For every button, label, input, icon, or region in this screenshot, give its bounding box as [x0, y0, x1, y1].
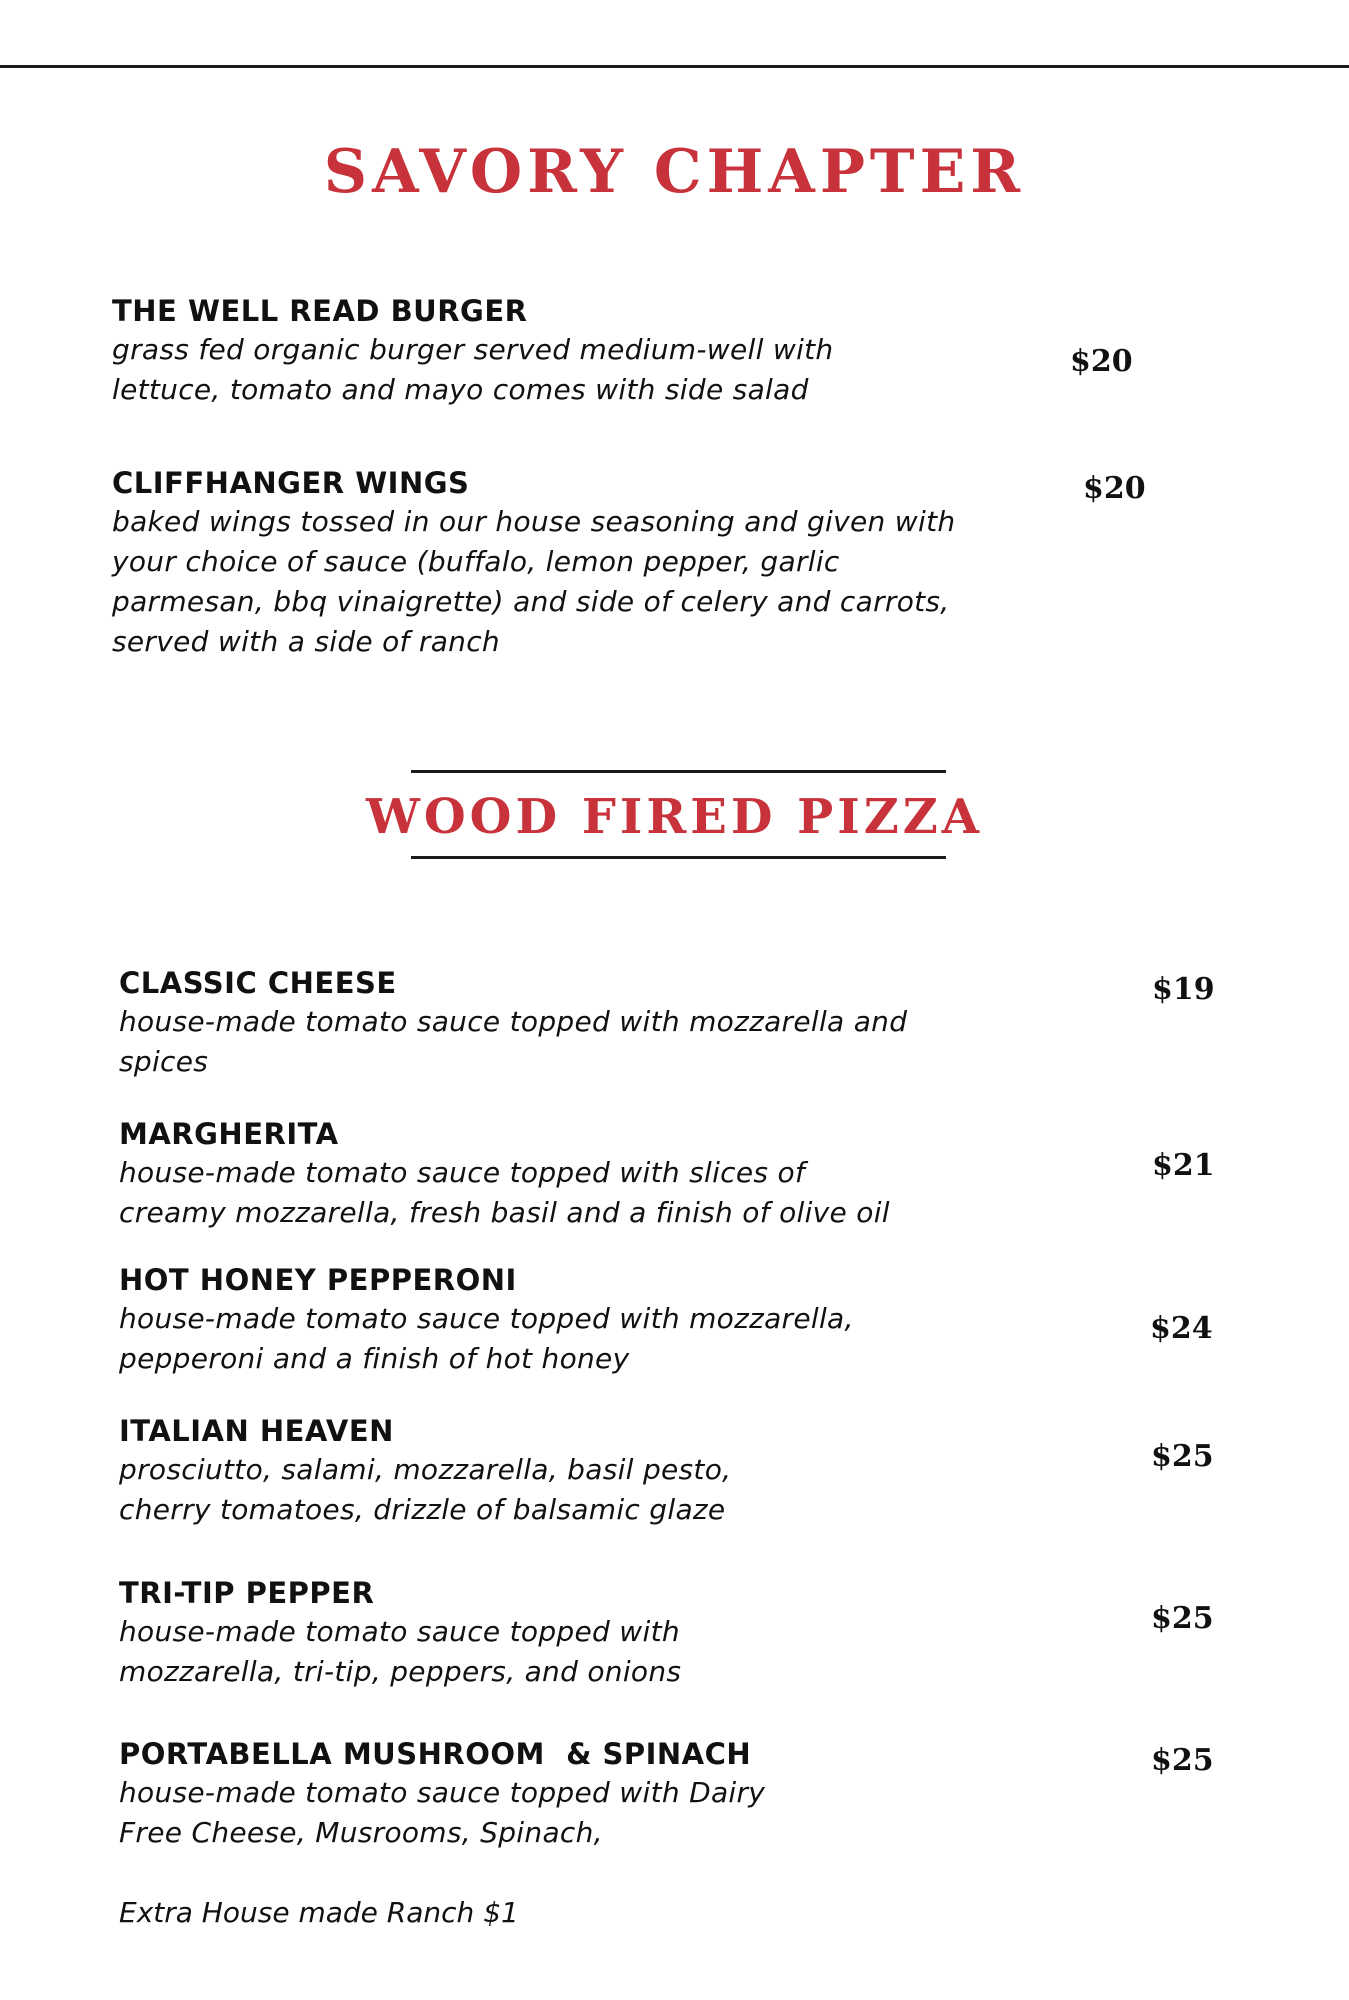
- item-price: $25: [1151, 1743, 1214, 1778]
- item-description-line: lettuce, tomato and mayo comes with side salad: [112, 373, 809, 406]
- item-description-line: house-made tomato sauce topped with Dairy: [119, 1776, 766, 1809]
- item-name: TRI-TIP PEPPER: [119, 1576, 375, 1610]
- item-name: HOT HONEY PEPPERONI: [119, 1263, 517, 1297]
- item-description-line: your choice of sauce (buffalo, lemon pepper, garlic: [112, 545, 840, 578]
- item-description-line: served with a side of ranch: [112, 625, 500, 658]
- item-description-line: prosciutto, salami, mozzarella, basil pesto,: [119, 1453, 732, 1486]
- item-name: MARGHERITA: [119, 1117, 339, 1151]
- menu-item-margherita: [119, 1115, 1019, 1233]
- item-price: $25: [1151, 1601, 1214, 1636]
- extra-ranch-note: Extra House made Ranch $1: [119, 1896, 519, 1929]
- item-price: $21: [1152, 1148, 1215, 1183]
- menu-item-hot-honey-pepperoni: [119, 1261, 1019, 1379]
- pizza-title-bottom-rule: [411, 856, 946, 859]
- item-price: $20: [1083, 471, 1146, 506]
- section-title-savory: SAVORY CHAPTER: [323, 137, 1026, 207]
- item-price: $24: [1150, 1311, 1213, 1346]
- item-description-line: mozzarella, tri-tip, peppers, and onions: [119, 1655, 682, 1688]
- item-name: ITALIAN HEAVEN: [119, 1414, 394, 1448]
- item-description-line: house-made tomato sauce topped with slices of: [119, 1156, 806, 1189]
- item-description-line: parmesan, bbq vinaigrette) and side of celery and carrots,: [112, 585, 950, 618]
- item-name: THE WELL READ BURGER: [112, 294, 528, 328]
- item-description-line: spices: [119, 1045, 209, 1078]
- item-description-line: house-made tomato sauce topped with mozzarella,: [119, 1302, 854, 1335]
- section-title-pizza: WOOD FIRED PIZZA: [365, 789, 984, 845]
- item-description-line: house-made tomato sauce topped with: [119, 1615, 680, 1648]
- pizza-title-top-rule: [411, 770, 946, 773]
- menu-item-tri-tip-pepper: [119, 1574, 1019, 1692]
- item-description-line: creamy mozzarella, fresh basil and a finish of olive oil: [119, 1196, 890, 1229]
- item-description-line: pepperoni and a finish of hot honey: [119, 1342, 630, 1375]
- menu-item-wings: [112, 464, 1012, 662]
- item-name: CLIFFHANGER WINGS: [112, 466, 470, 500]
- menu-item-portabella-mushroom-spinach: [119, 1735, 1019, 1853]
- item-price: $25: [1151, 1439, 1214, 1474]
- menu-item-italian-heaven: [119, 1412, 1019, 1530]
- item-price: $19: [1152, 972, 1215, 1007]
- item-description-line: cherry tomatoes, drizzle of balsamic glaze: [119, 1493, 726, 1526]
- menu-item-classic-cheese: [119, 964, 1019, 1082]
- top-divider: [0, 65, 1349, 68]
- item-name: CLASSIC CHEESE: [119, 966, 397, 1000]
- item-name: PORTABELLA MUSHROOM & SPINACH: [119, 1737, 752, 1771]
- item-description-line: house-made tomato sauce topped with mozzarella and: [119, 1005, 908, 1038]
- item-price: $20: [1070, 344, 1133, 379]
- item-description-line: Free Cheese, Musrooms, Spinach,: [119, 1816, 603, 1849]
- menu-item-burger: [112, 292, 1012, 410]
- item-description-line: grass fed organic burger served medium-well with: [112, 333, 834, 366]
- item-description-line: baked wings tossed in our house seasoning and given with: [112, 505, 956, 538]
